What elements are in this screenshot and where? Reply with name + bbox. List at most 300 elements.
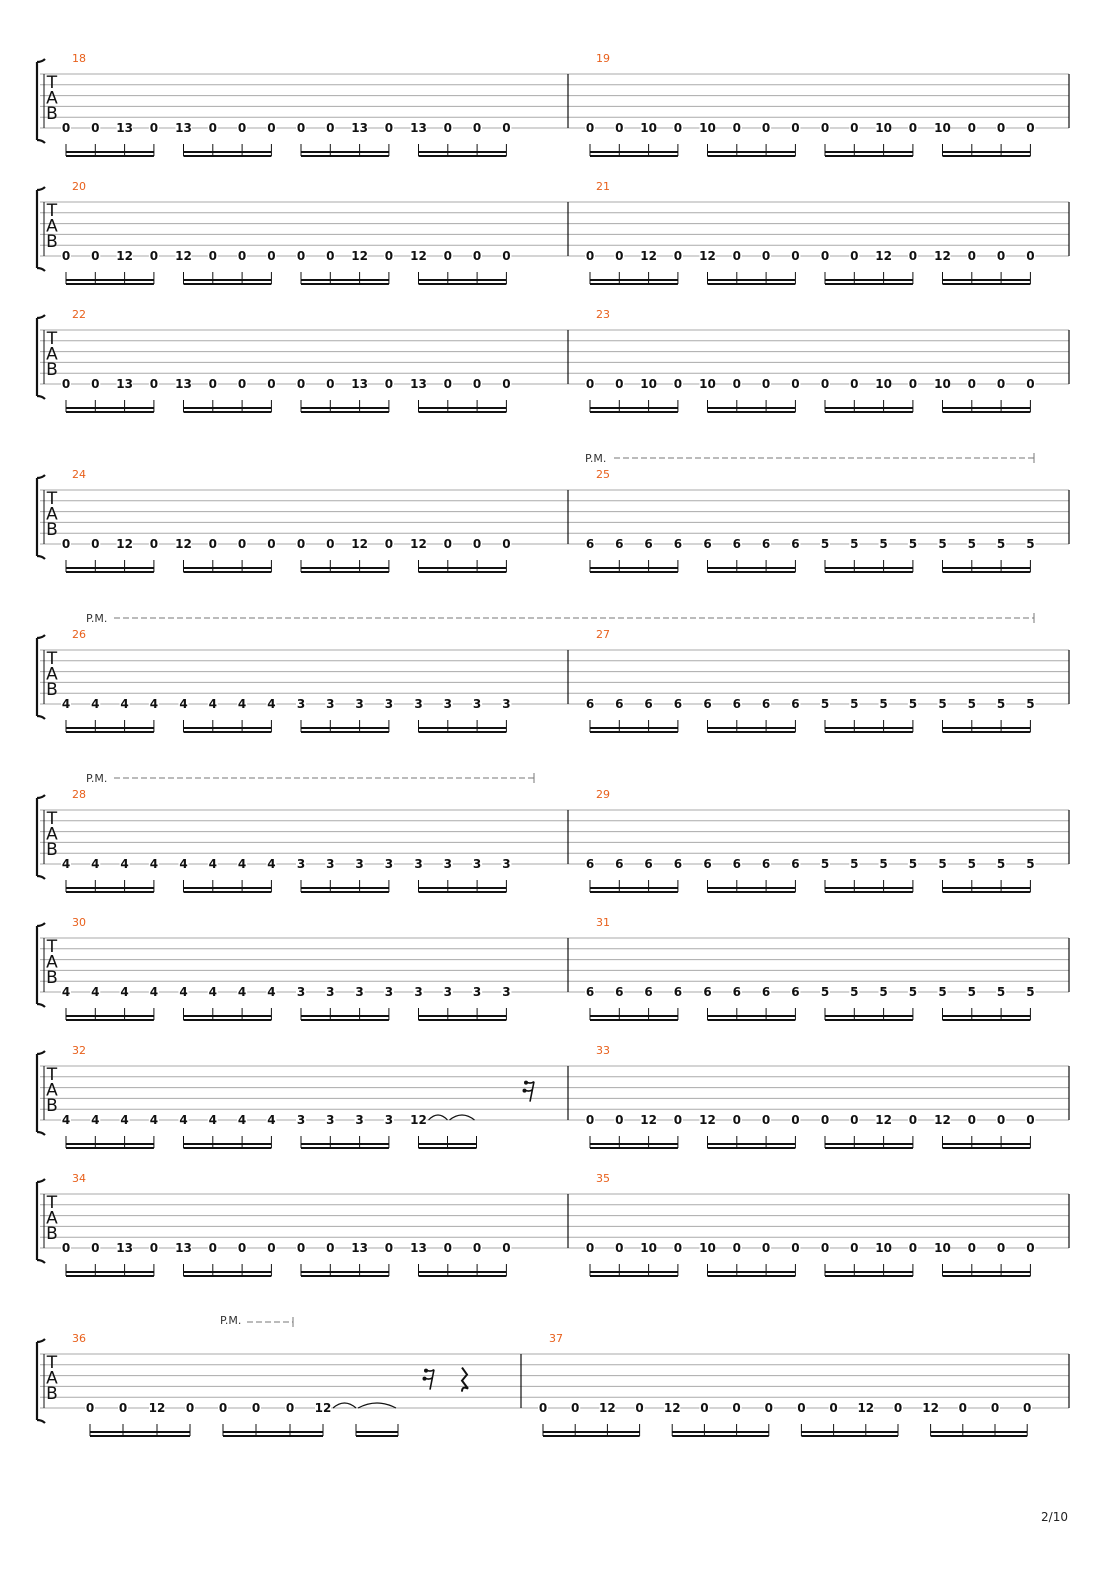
fret-number: 6 [585, 537, 595, 551]
fret-number: 10 [640, 1241, 657, 1255]
fret-number: 0 [585, 1113, 595, 1127]
tab-clef-letter: T [46, 489, 58, 509]
fret-number: 0 [237, 121, 247, 135]
tab-clef-letter: T [46, 201, 58, 221]
fret-number: 0 [61, 1241, 71, 1255]
fret-number: 0 [237, 249, 247, 263]
fret-number: 0 [673, 249, 683, 263]
fret-number: 4 [237, 1113, 247, 1127]
fret-number: 10 [699, 121, 716, 135]
fret-number: 0 [732, 249, 741, 263]
fret-number: 5 [996, 537, 1006, 551]
quarter-rest [462, 1368, 468, 1392]
fret-number: 0 [908, 121, 918, 135]
tie-arc [450, 1115, 475, 1120]
fret-number: 5 [820, 537, 830, 551]
fret-number: 5 [938, 537, 947, 551]
fret-number: 0 [326, 249, 335, 263]
fret-number: 12 [934, 1113, 951, 1127]
fret-number: 0 [326, 377, 335, 391]
fret-number: 12 [599, 1401, 616, 1415]
fret-number: 5 [820, 857, 830, 871]
fret-number: 4 [208, 1113, 217, 1127]
fret-number: 0 [761, 1241, 771, 1255]
fret-number: 0 [208, 121, 217, 135]
fret-number: 0 [850, 1241, 859, 1255]
fret-number: 0 [267, 249, 276, 263]
fret-number: 3 [502, 857, 511, 871]
fret-number: 0 [443, 249, 452, 263]
fret-number: 10 [640, 121, 657, 135]
tab-clef-letter: T [46, 1353, 58, 1373]
fret-number: 0 [967, 1113, 976, 1127]
fret-number: 0 [908, 1241, 918, 1255]
fret-number: 0 [1023, 1401, 1032, 1415]
fret-number: 12 [148, 1401, 166, 1415]
tab-clef-letter: T [46, 1065, 58, 1085]
fret-number: 0 [149, 1241, 159, 1255]
tab-clef-letter: T [46, 329, 58, 349]
fret-number: 5 [850, 537, 859, 551]
fret-number: 6 [673, 985, 683, 999]
fret-number: 0 [502, 1241, 511, 1255]
fret-number: 0 [761, 121, 771, 135]
fret-number: 0 [443, 377, 452, 391]
fret-number: 0 [472, 121, 482, 135]
tie-arc [429, 1115, 448, 1120]
fret-number: 12 [875, 249, 892, 263]
fret-number: 0 [61, 377, 71, 391]
fret-number: 4 [91, 857, 100, 871]
fret-number: 0 [384, 537, 394, 551]
fret-number: 3 [414, 985, 423, 999]
fret-number: 6 [732, 857, 741, 871]
fret-number: 0 [251, 1401, 261, 1415]
fret-number: 13 [175, 121, 192, 135]
fret-number: 3 [296, 985, 306, 999]
measure-number: 37 [549, 1332, 563, 1345]
fret-number: 0 [149, 537, 159, 551]
fret-number: 0 [472, 377, 482, 391]
fret-number: 10 [934, 1241, 951, 1255]
fret-number: 0 [1026, 1241, 1035, 1255]
fret-number: 10 [875, 377, 892, 391]
fret-number: 3 [472, 697, 482, 711]
tab-clef-letter: A [46, 1208, 58, 1229]
fret-number: 5 [908, 537, 918, 551]
tab-clef-letter: B [46, 680, 58, 700]
measure-number: 21 [596, 180, 610, 193]
fret-number: 0 [761, 1113, 771, 1127]
fret-number: 4 [179, 697, 188, 711]
pm-label: P.M. [220, 1314, 242, 1327]
fret-number: 4 [91, 985, 100, 999]
fret-number: 12 [663, 1401, 681, 1415]
fret-number: 0 [208, 537, 217, 551]
fret-number: 6 [791, 857, 800, 871]
fret-number: 0 [967, 249, 976, 263]
fret-number: 6 [761, 537, 771, 551]
fret-number: 3 [296, 1113, 306, 1127]
fret-number: 4 [61, 697, 71, 711]
fret-number: 3 [384, 1113, 394, 1127]
fret-number: 6 [644, 697, 653, 711]
fret-number: 5 [1026, 537, 1035, 551]
fret-number: 5 [967, 537, 976, 551]
fret-number: 0 [761, 249, 771, 263]
fret-number: 0 [820, 1113, 830, 1127]
fret-number: 3 [443, 697, 452, 711]
fret-number: 4 [149, 697, 159, 711]
fret-number: 3 [502, 985, 511, 999]
tab-clef-letter: T [46, 649, 58, 669]
fret-number: 3 [414, 857, 423, 871]
fret-number: 0 [296, 121, 306, 135]
fret-number: 5 [850, 697, 859, 711]
measure-number: 27 [596, 628, 610, 641]
fret-number: 3 [326, 857, 335, 871]
fret-number: 0 [267, 377, 276, 391]
fret-number: 3 [472, 985, 482, 999]
fret-number: 0 [996, 249, 1006, 263]
fret-number: 0 [908, 377, 918, 391]
tab-clef-letter: A [46, 504, 58, 525]
fret-number: 0 [326, 1241, 335, 1255]
fret-number: 6 [761, 985, 771, 999]
fret-number: 0 [850, 121, 859, 135]
fret-number: 0 [850, 1113, 859, 1127]
fret-number: 0 [502, 377, 511, 391]
fret-number: 3 [326, 1113, 335, 1127]
tab-clef-letter: A [46, 664, 58, 685]
fret-number: 4 [237, 697, 247, 711]
tab-clef-letter: A [46, 88, 58, 109]
tab-clef-letter: A [46, 952, 58, 973]
fret-number: 0 [791, 249, 800, 263]
fret-number: 5 [879, 985, 888, 999]
fret-number: 4 [149, 985, 159, 999]
fret-number: 0 [149, 377, 159, 391]
fret-number: 12 [175, 537, 192, 551]
fret-number: 6 [703, 697, 712, 711]
fret-number: 0 [237, 537, 247, 551]
fret-number: 0 [443, 121, 452, 135]
tab-clef-letter: T [46, 809, 58, 829]
fret-number: 0 [384, 121, 394, 135]
fret-number: 12 [934, 249, 951, 263]
fret-number: 6 [615, 697, 624, 711]
fret-number: 0 [61, 537, 71, 551]
fret-number: 13 [351, 121, 368, 135]
fret-number: 0 [91, 377, 100, 391]
rest-dot [423, 1377, 427, 1381]
fret-number: 4 [237, 857, 247, 871]
pm-label: P.M. [86, 612, 108, 625]
fret-number: 0 [797, 1401, 806, 1415]
measure-number: 31 [596, 916, 610, 929]
page-number: 2/10 [1041, 1510, 1068, 1524]
tab-clef-letter: B [46, 104, 58, 124]
fret-number: 5 [879, 697, 888, 711]
fret-number: 4 [237, 985, 247, 999]
fret-number: 12 [875, 1113, 892, 1127]
fret-number: 3 [355, 697, 364, 711]
fret-number: 13 [410, 377, 427, 391]
fret-number: 5 [850, 857, 859, 871]
fret-number: 13 [410, 121, 427, 135]
fret-number: 0 [673, 121, 683, 135]
fret-number: 12 [699, 249, 716, 263]
fret-number: 0 [61, 249, 71, 263]
fret-number: 5 [1026, 697, 1035, 711]
fret-number: 6 [791, 537, 800, 551]
measure-number: 19 [596, 52, 610, 65]
fret-number: 10 [875, 121, 892, 135]
fret-number: 4 [61, 985, 71, 999]
fret-number: 0 [996, 1113, 1006, 1127]
fret-number: 12 [116, 537, 133, 551]
fret-number: 12 [116, 249, 133, 263]
fret-number: 5 [850, 985, 859, 999]
fret-number: 13 [116, 121, 133, 135]
fret-number: 5 [820, 985, 830, 999]
tab-clef-letter: B [46, 968, 58, 988]
fret-number: 6 [644, 537, 653, 551]
fret-number: 0 [700, 1401, 709, 1415]
fret-number: 12 [857, 1401, 875, 1415]
fret-number: 6 [791, 985, 800, 999]
fret-number: 4 [179, 985, 188, 999]
fret-number: 3 [443, 985, 452, 999]
fret-number: 4 [267, 985, 276, 999]
tab-clef-letter: T [46, 937, 58, 957]
fret-number: 0 [967, 1241, 976, 1255]
fret-number: 12 [314, 1401, 332, 1415]
fret-number: 0 [635, 1401, 644, 1415]
fret-number: 0 [732, 1401, 741, 1415]
fret-number: 0 [61, 121, 71, 135]
fret-number: 0 [296, 249, 306, 263]
fret-number: 6 [615, 537, 624, 551]
fret-number: 0 [384, 1241, 394, 1255]
fret-number: 6 [761, 857, 771, 871]
measure-number: 23 [596, 308, 610, 321]
fret-number: 0 [267, 121, 276, 135]
fret-number: 6 [585, 697, 595, 711]
fret-number: 5 [967, 985, 976, 999]
fret-number: 4 [267, 1113, 276, 1127]
tab-clef-letter: T [46, 73, 58, 93]
fret-number: 0 [967, 377, 976, 391]
tie-arc [333, 1403, 356, 1408]
fret-number: 0 [732, 121, 741, 135]
measure-number: 22 [72, 308, 86, 321]
fret-number: 5 [1026, 857, 1035, 871]
fret-number: 3 [296, 857, 306, 871]
fret-number: 0 [208, 377, 217, 391]
fret-number: 3 [443, 857, 452, 871]
fret-number: 3 [472, 857, 482, 871]
fret-number: 6 [732, 537, 741, 551]
fret-number: 0 [472, 537, 482, 551]
fret-number: 6 [703, 857, 712, 871]
fret-number: 3 [502, 697, 511, 711]
fret-number: 0 [208, 1241, 217, 1255]
fret-number: 4 [267, 857, 276, 871]
fret-number: 0 [615, 377, 624, 391]
tab-clef-letter: B [46, 1384, 58, 1404]
fret-number: 4 [208, 697, 217, 711]
fret-number: 5 [908, 857, 918, 871]
fret-number: 5 [938, 697, 947, 711]
tab-clef-letter: B [46, 1224, 58, 1244]
fret-number: 6 [732, 697, 741, 711]
fret-number: 12 [175, 249, 192, 263]
tab-clef-letter: A [46, 824, 58, 845]
fret-number: 0 [118, 1401, 128, 1415]
fret-number: 5 [1026, 985, 1035, 999]
fret-number: 6 [761, 697, 771, 711]
fret-number: 0 [996, 1241, 1006, 1255]
fret-number: 10 [640, 377, 657, 391]
fret-number: 0 [791, 121, 800, 135]
measure-number: 30 [72, 916, 86, 929]
fret-number: 0 [673, 377, 683, 391]
tab-clef-letter: A [46, 1368, 58, 1389]
fret-number: 0 [820, 1241, 830, 1255]
fret-number: 0 [732, 1241, 741, 1255]
measure-number: 33 [596, 1044, 610, 1057]
tab-clef-letter: B [46, 1096, 58, 1116]
fret-number: 10 [699, 377, 716, 391]
fret-number: 13 [116, 377, 133, 391]
tab-clef-letter: B [46, 232, 58, 252]
fret-number: 6 [703, 985, 712, 999]
fret-number: 0 [91, 537, 100, 551]
fret-number: 4 [120, 857, 129, 871]
fret-number: 0 [502, 249, 511, 263]
fret-number: 0 [185, 1401, 195, 1415]
fret-number: 0 [615, 1241, 624, 1255]
pm-label: P.M. [86, 772, 108, 785]
fret-number: 0 [91, 1241, 100, 1255]
fret-number: 0 [85, 1401, 95, 1415]
fret-number: 0 [820, 377, 830, 391]
fret-number: 10 [875, 1241, 892, 1255]
fret-number: 4 [149, 1113, 159, 1127]
measure-number: 36 [72, 1332, 86, 1345]
fret-number: 12 [351, 537, 368, 551]
measure-number: 20 [72, 180, 86, 193]
fret-number: 6 [673, 697, 683, 711]
fret-number: 0 [850, 249, 859, 263]
fret-number: 5 [908, 697, 918, 711]
fret-number: 0 [472, 1241, 482, 1255]
fret-number: 5 [879, 857, 888, 871]
fret-number: 13 [175, 1241, 192, 1255]
fret-number: 3 [384, 985, 394, 999]
fret-number: 0 [996, 377, 1006, 391]
fret-number: 5 [938, 985, 947, 999]
fret-number: 3 [384, 697, 394, 711]
fret-number: 13 [351, 377, 368, 391]
fret-number: 0 [615, 1113, 624, 1127]
fret-number: 0 [326, 537, 335, 551]
fret-number: 4 [179, 857, 188, 871]
fret-number: 0 [502, 537, 511, 551]
fret-number: 0 [990, 1401, 1000, 1415]
fret-number: 0 [472, 249, 482, 263]
fret-number: 6 [791, 697, 800, 711]
fret-number: 12 [351, 249, 368, 263]
fret-number: 10 [699, 1241, 716, 1255]
fret-number: 5 [967, 857, 976, 871]
fret-number: 3 [414, 697, 423, 711]
fret-number: 0 [571, 1401, 580, 1415]
fret-number: 5 [820, 697, 830, 711]
fret-number: 3 [355, 985, 364, 999]
tab-clef-letter: B [46, 840, 58, 860]
fret-number: 4 [61, 1113, 71, 1127]
tab-clef-letter: A [46, 216, 58, 237]
fret-number: 0 [208, 249, 217, 263]
fret-number: 4 [91, 697, 100, 711]
measure-number: 25 [596, 468, 610, 481]
fret-number: 12 [410, 1113, 427, 1127]
fret-number: 0 [538, 1401, 548, 1415]
measure-number: 24 [72, 468, 86, 481]
fret-number: 5 [967, 697, 976, 711]
fret-number: 6 [615, 857, 624, 871]
tab-clef-letter: T [46, 1193, 58, 1213]
fret-number: 6 [732, 985, 741, 999]
fret-number: 0 [764, 1401, 773, 1415]
fret-number: 0 [384, 249, 394, 263]
fret-number: 0 [820, 121, 830, 135]
fret-number: 0 [296, 377, 306, 391]
fret-number: 0 [908, 1113, 918, 1127]
fret-number: 12 [699, 1113, 716, 1127]
fret-number: 0 [585, 377, 595, 391]
fret-number: 3 [296, 697, 306, 711]
fret-number: 0 [267, 1241, 276, 1255]
measure-number: 29 [596, 788, 610, 801]
fret-number: 12 [410, 537, 427, 551]
fret-number: 5 [996, 857, 1006, 871]
fret-number: 4 [120, 697, 129, 711]
fret-number: 3 [355, 1113, 364, 1127]
fret-number: 0 [149, 249, 159, 263]
fret-number: 5 [938, 857, 947, 871]
fret-number: 6 [644, 985, 653, 999]
fret-number: 3 [355, 857, 364, 871]
fret-number: 0 [237, 1241, 247, 1255]
fret-number: 0 [893, 1401, 903, 1415]
fret-number: 12 [640, 249, 657, 263]
fret-number: 6 [644, 857, 653, 871]
tie-arc [358, 1403, 396, 1408]
fret-number: 0 [820, 249, 830, 263]
fret-number: 10 [934, 377, 951, 391]
fret-number: 13 [116, 1241, 133, 1255]
pm-label: P.M. [585, 452, 607, 465]
fret-number: 12 [640, 1113, 657, 1127]
fret-number: 10 [934, 121, 951, 135]
fret-number: 0 [1026, 121, 1035, 135]
fret-number: 0 [967, 121, 976, 135]
fret-number: 0 [732, 1113, 741, 1127]
fret-number: 0 [761, 377, 771, 391]
